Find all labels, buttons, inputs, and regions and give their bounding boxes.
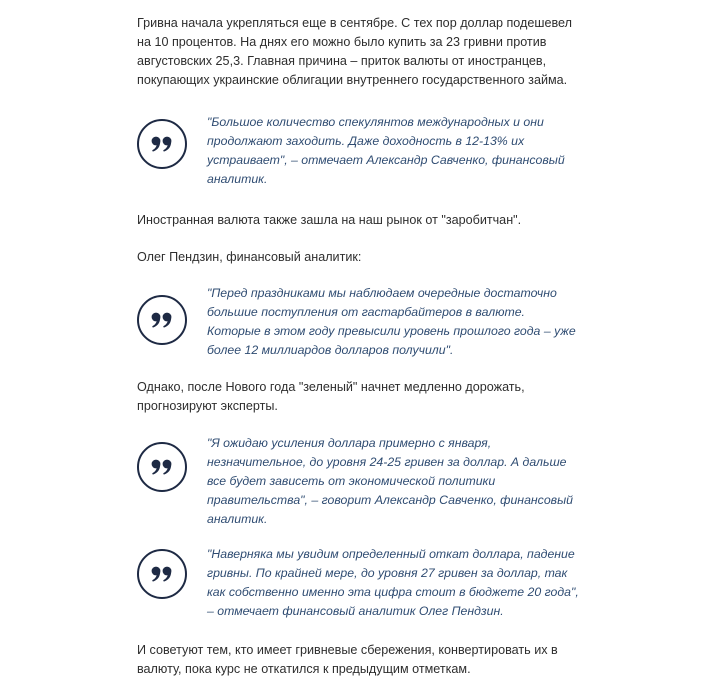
paragraph-expert-forecast: Однако, после Нового года "зеленый" начнет медленно дорожать, прогнозируют эксперты. — [137, 380, 525, 413]
paragraph-speaker-intro: Олег Пендзин, финансовый аналитик: — [137, 250, 362, 264]
quote-block — [137, 113, 582, 189]
quote-text: "Я ожидаю усиления доллара примерно с января, незначительное, до уровня 24-25 гривен за доллар. А дальше все будет зависеть от экономической политики правительства", – говорит Александр Савченко, финансовый аналитик. — [207, 436, 573, 526]
article-body — [137, 0, 582, 679]
quote-block — [137, 434, 582, 529]
quote-text: "Перед праздниками мы наблюдаем очередные достаточно большие поступления от гастарбайтеров в валюте. Которые в этом году превысили уровень прошлого года – уже более 12 миллиардов долларов получили". — [207, 286, 576, 357]
paragraph-savings-advice: И советуют тем, кто имеет гривневые сбережения, конвертировать их в валюту, пока курс не откатился к предыдущим отметкам. — [137, 643, 558, 676]
quote-marks-icon — [137, 442, 187, 492]
quote-text: "Большое количество спекулянтов международных и они продолжают заходить. Даже доходность в 12-13% их устраивает", – отмечает Александр Савченко, финансовый аналитик. — [207, 115, 565, 186]
quote-text: "Наверняка мы увидим определенный откат доллара, падение гривны. По крайней мере, до уровня 27 гривен за доллар, так как собственно именно эта цифра стоит в бюджете 20 года", – отмечает финансовый аналитик Олег Пендзин. — [207, 547, 579, 618]
quote-block — [137, 284, 582, 360]
quote-marks-icon — [137, 295, 187, 345]
quote-marks-icon — [137, 119, 187, 169]
paragraph-foreign-currency: Иностранная валюта также зашла на наш рынок от "заробитчан". — [137, 213, 522, 227]
paragraph-hryvnia-strengthening: Гривна начала укрепляться еще в сентябре. С тех пор доллар подешевел на 10 процентов. На днях его можно было купить за 23 гривни против августовских 25,3. Главная причина – приток валюты от иностранцев, покупающих украинские облигации внутреннего государственного займа. — [137, 16, 572, 87]
quote-marks-icon — [137, 549, 187, 599]
quote-block — [137, 545, 582, 621]
